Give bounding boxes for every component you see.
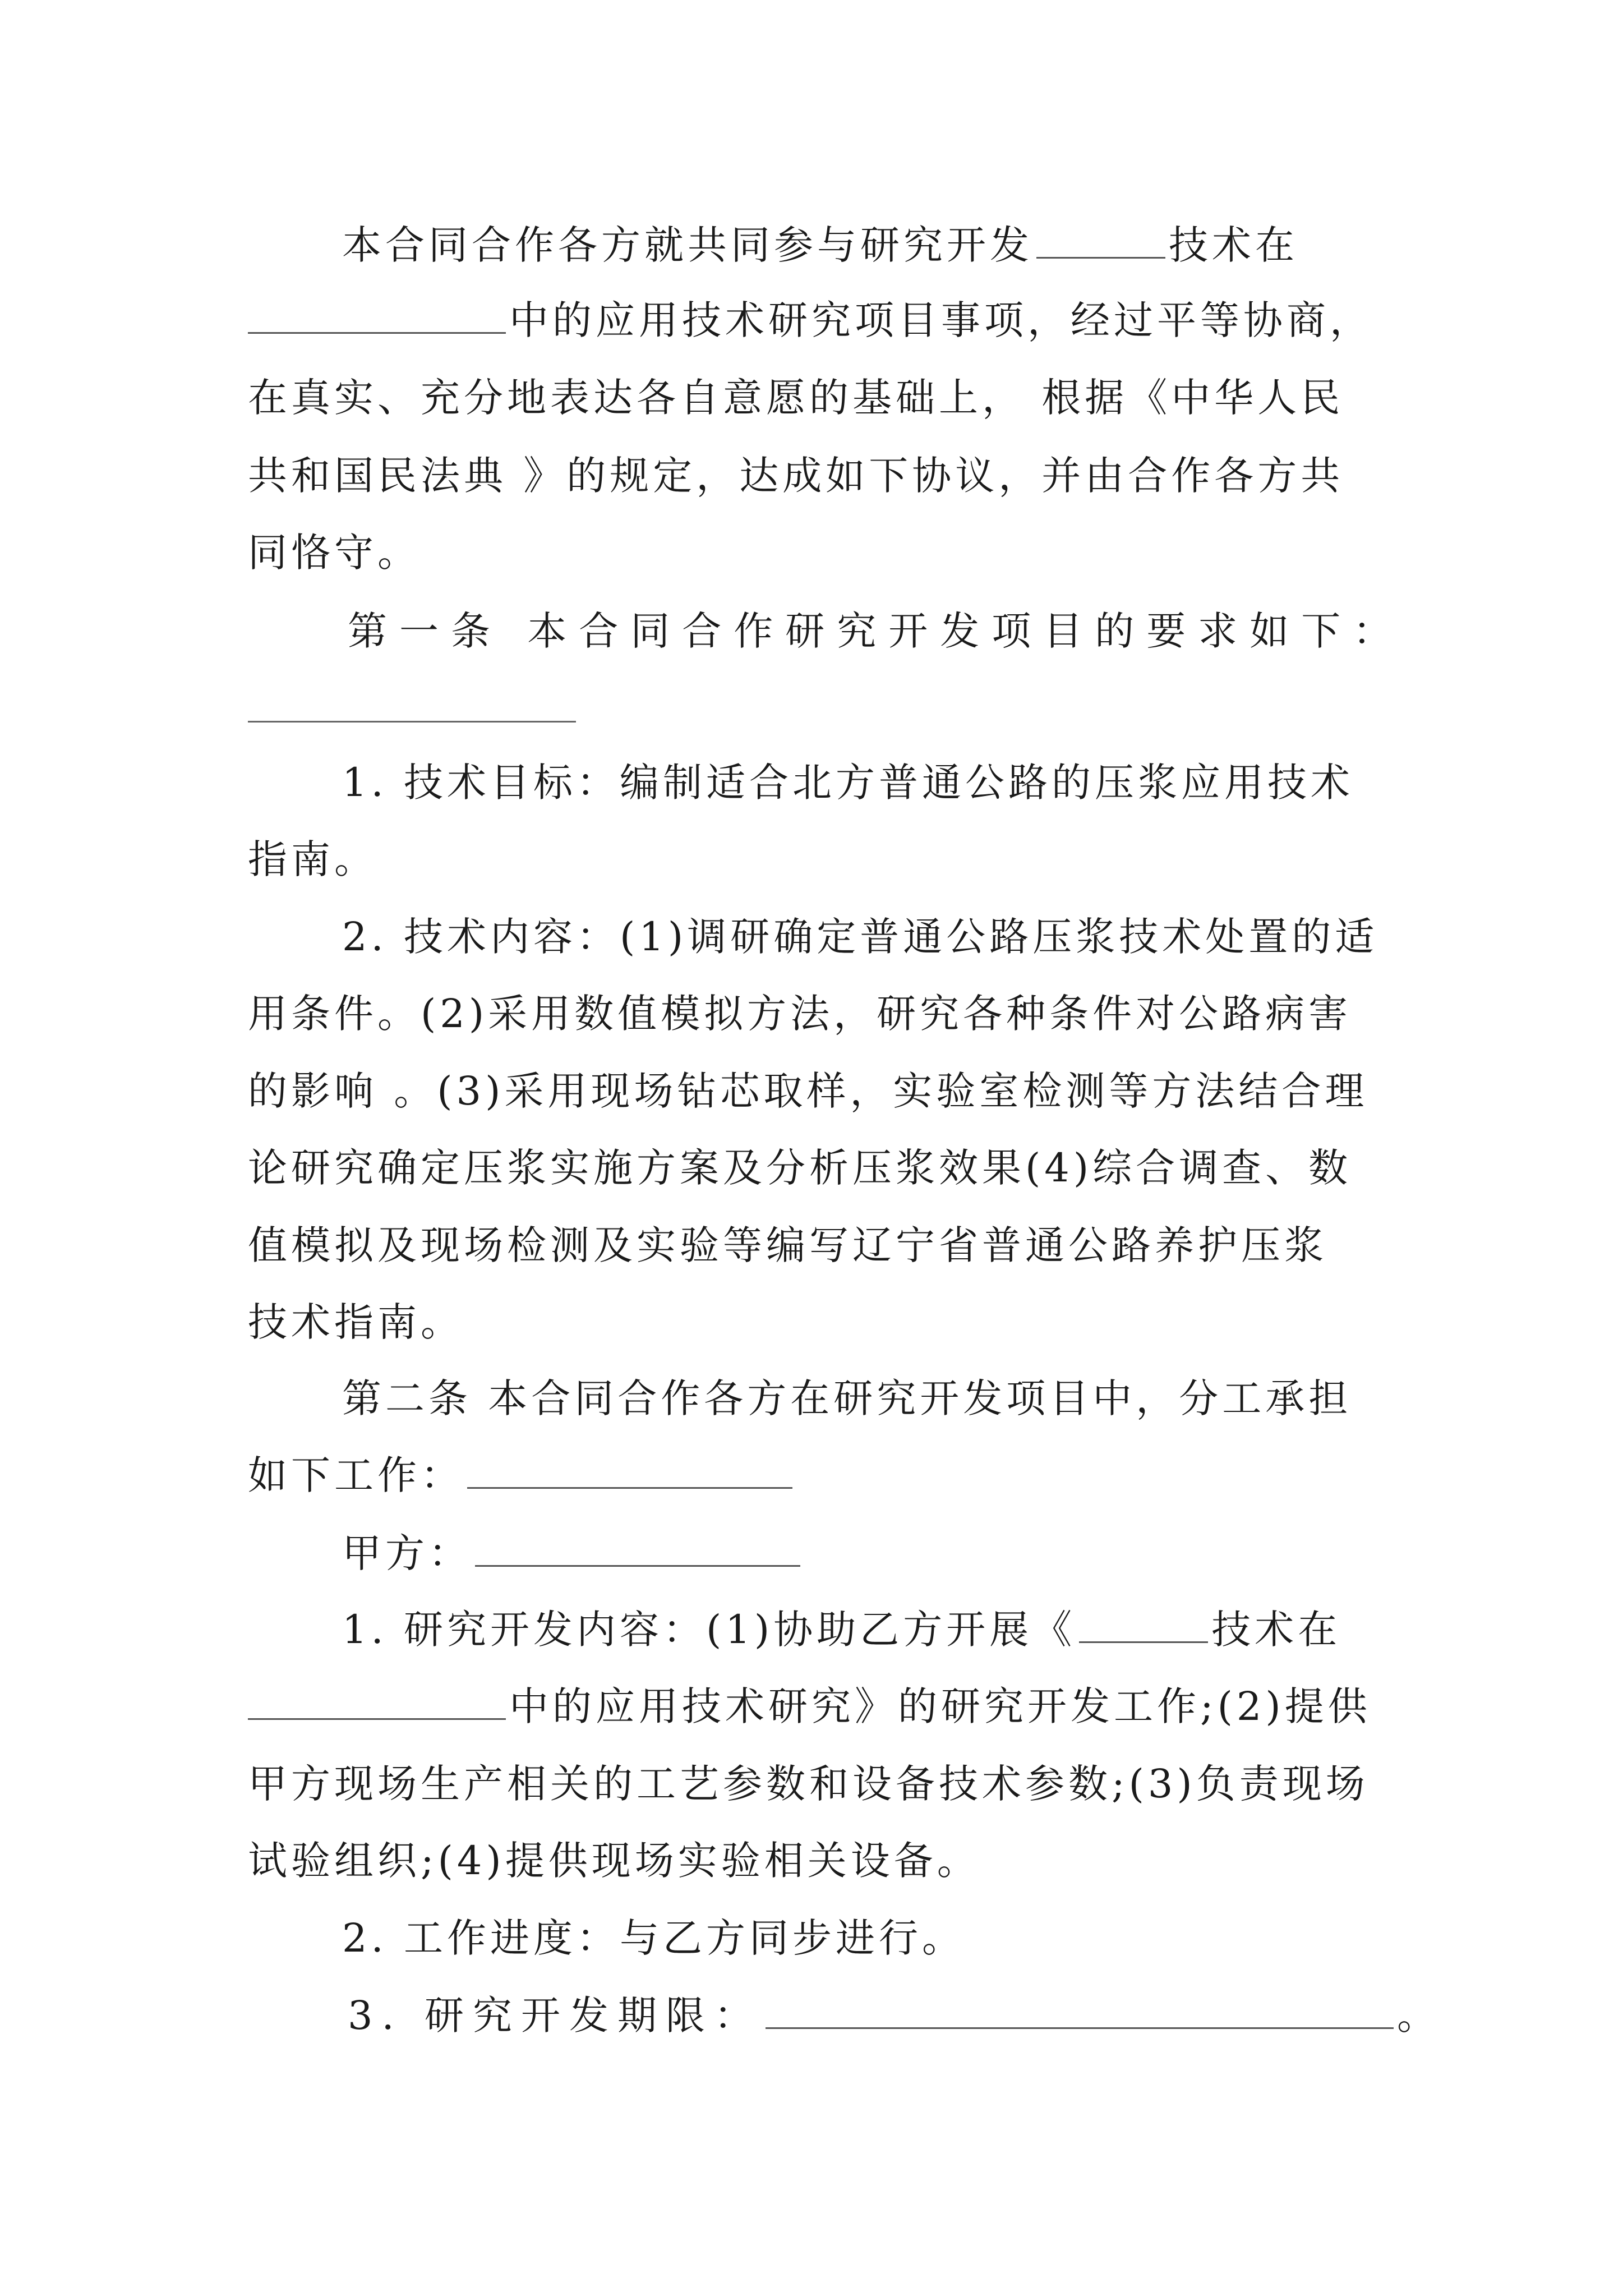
article2-item3-end: 。 [1397, 1993, 1446, 2039]
article2-title-line2 [248, 1450, 796, 1501]
article1-item1-line1: 1. 技术目标：编制适合北方普通公路的压浆应用技术 [342, 760, 1354, 806]
article2-item1-text: 1. 研究开发内容：(1)协助乙方开展《 [342, 1607, 1076, 1653]
article2-item1-text: 中的应用技术研究》的研究开发工作;(2)提供 [509, 1683, 1371, 1729]
article1-title: 第一条 本合同合作研究开发项目的要求如下： [348, 608, 1405, 654]
article2-item2: 2. 工作进度：与乙方同步进行。 [342, 1915, 966, 1961]
article2-title-line1: 第二条 本合同合作各方在研究开发项目中，分工承担 [342, 1375, 1352, 1421]
article1-item2-line6: 技术指南。 [248, 1299, 464, 1345]
blank-field[interactable] [1079, 1607, 1208, 1643]
intro-line-5: 同恪守。 [248, 530, 421, 576]
blank-field[interactable] [475, 1530, 800, 1567]
article2-item3 [348, 1990, 1445, 2041]
intro-line-3: 在真实、充分地表达各自意愿的基础上， 根据《中华人民 [248, 375, 1344, 421]
intro-line-1 [342, 220, 1298, 270]
intro-line-4: 共和国民法典 》的规定，达成如下协议，并由合作各方共 [248, 453, 1344, 499]
article1-item2-line3: 的影响 。(3)采用现场钻芯取样，实验室检测等方法结合理 [248, 1068, 1368, 1114]
article1-item2-line4: 论研究确定压浆实施方案及分析压浆效果(4)综合调查、数 [248, 1145, 1352, 1191]
blank-field[interactable] [248, 297, 506, 334]
blank-field[interactable] [766, 1993, 1394, 2029]
article2-item3-label: 3. 研究开发期限： [348, 1993, 763, 2039]
party-a-label: 甲方： [342, 1530, 472, 1576]
article2-item1-line4: 试验组织;(4)提供现场实验相关设备。 [248, 1838, 980, 1884]
intro-line-2 [248, 295, 1373, 346]
article1-item2-line1: 2. 技术内容：(1)调研确定普通公路压浆技术处置的适 [342, 914, 1378, 960]
blank-rule[interactable] [248, 721, 576, 723]
blank-field[interactable] [467, 1452, 792, 1489]
article1-item2-line2: 用条件。(2)采用数值模拟方法，研究各种条件对公路病害 [248, 991, 1352, 1037]
article1-item2-line5: 值模拟及现场检测及实验等编写辽宁省普通公路养护压浆 [248, 1222, 1327, 1268]
article2-item1-line2 [248, 1681, 1371, 1732]
blank-field[interactable] [1036, 222, 1165, 259]
blank-field[interactable] [248, 1683, 506, 1720]
intro-text: 技术在 [1169, 222, 1298, 268]
intro-text: 本合同合作各方就共同参与研究开发 [342, 222, 1033, 268]
party-a-line [342, 1528, 804, 1579]
article1-item1-line2: 指南。 [248, 836, 377, 882]
article2-item1-line1 [342, 1604, 1341, 1655]
article2-title-text: 如下工作： [248, 1452, 464, 1498]
intro-text: 中的应用技术研究项目事项，经过平等协商， [509, 297, 1373, 343]
article2-item1-line3: 甲方现场生产相关的工艺参数和设备技术参数;(3)负责现场 [248, 1761, 1369, 1807]
article2-item1-text: 技术在 [1211, 1607, 1341, 1653]
